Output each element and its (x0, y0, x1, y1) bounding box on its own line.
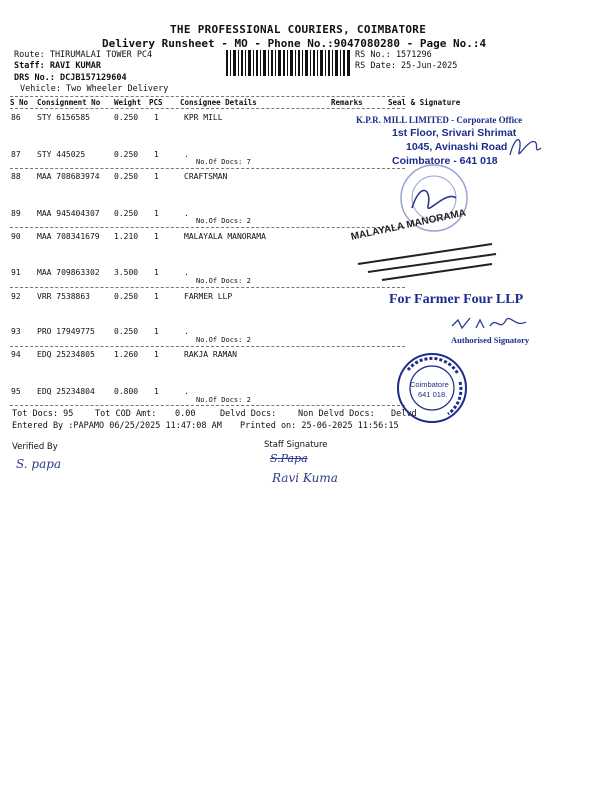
row-details: MALAYALA MANORAMA (184, 232, 266, 241)
row-details: CRAFTSMAN (184, 172, 228, 181)
raja-stamp-pin: 641 018. (418, 390, 448, 399)
row-weight: 3.500 (114, 268, 139, 277)
company-title: THE PROFESSIONAL COURIERS, COIMBATORE (170, 23, 427, 36)
row-consignment: VRR 7538863 (37, 292, 90, 301)
runsheet-title: Delivery Runsheet - MO - Phone No.:9047080280 - Page No.:4 (102, 37, 487, 50)
row-pcs: 1 (154, 350, 159, 359)
col-consignment: Consignment No (37, 98, 101, 107)
route-label: Route: THIRUMALAI TOWER PC4 (14, 50, 153, 60)
row-pcs: 1 (154, 387, 159, 396)
row-divider (10, 227, 405, 228)
row-sno: 86 (11, 113, 21, 122)
malayala-stamp: MALAYALA MANORAMA (350, 207, 467, 243)
verified-by-label: Verified By (12, 442, 58, 452)
row-docs: No.Of Docs: 7 (196, 158, 251, 166)
col-consignee: Consignee Details (180, 98, 257, 107)
barcode (226, 50, 351, 76)
staff-label: Staff: RAVI KUMAR (14, 61, 101, 71)
printed-on: Printed on: 25-06-2025 11:56:15 (240, 421, 399, 431)
col-sno: S No (10, 98, 29, 107)
drs-label: DRS No.: DCJB157129604 (14, 73, 127, 83)
farmer-authorised-signatory: Authorised Signatory (451, 335, 530, 345)
row-divider (10, 287, 405, 288)
row-consignment: STY 6156585 (37, 113, 90, 122)
col-remarks: Remarks (331, 98, 363, 107)
row-details: . (184, 387, 189, 396)
tot-cod-value: 0.00 (175, 409, 196, 419)
row-consignment: PRO 17949775 (37, 327, 95, 336)
kpr-stamp-line3: 1045, Avinashi Road (406, 141, 508, 153)
row-weight: 0.250 (114, 209, 139, 218)
row-weight: 0.250 (114, 150, 139, 159)
row-weight: 1.260 (114, 350, 139, 359)
header-rule-top (10, 96, 405, 97)
row-details: KPR MILL (184, 113, 223, 122)
kpr-signature-icon (505, 130, 545, 160)
row-docs: No.Of Docs: 2 (196, 277, 251, 285)
staff-signature-strike: S.Papa (270, 452, 308, 465)
staff-signature: Ravi Kuma (272, 471, 338, 485)
row-weight: 0.250 (114, 113, 139, 122)
row-consignment: MAA 709863302 (37, 268, 100, 277)
col-seal: Seal & Signature (388, 98, 461, 107)
row-pcs: 1 (154, 268, 159, 277)
farmer-signature-icon (450, 314, 530, 334)
row-weight: 0.250 (114, 327, 139, 336)
row-sno: 90 (11, 232, 21, 241)
row-sno: 92 (11, 292, 21, 301)
row-sno: 87 (11, 150, 21, 159)
row-consignment: EDQ 25234805 (37, 350, 95, 359)
row-details: . (184, 268, 189, 277)
row-weight: 1.210 (114, 232, 139, 241)
col-weight: Weight (114, 98, 142, 107)
row-details: . (184, 209, 189, 218)
row-weight: 0.800 (114, 387, 139, 396)
row-divider (10, 168, 405, 169)
row-pcs: 1 (154, 209, 159, 218)
entered-by: Entered By :PAPAMO 06/25/2025 11:47:08 AM (12, 421, 222, 431)
malayala-stamp-lines (352, 242, 502, 282)
row-docs: No.Of Docs: 2 (196, 396, 251, 404)
row-pcs: 1 (154, 292, 159, 301)
row-pcs: 1 (154, 172, 159, 181)
row-weight: 0.250 (114, 172, 139, 181)
delvd-docs: Delvd Docs: (220, 409, 277, 419)
row-docs: No.Of Docs: 2 (196, 217, 251, 225)
col-pcs: PCS (149, 98, 163, 107)
row-details: FARMER LLP (184, 292, 233, 301)
row-pcs: 1 (154, 113, 159, 122)
row-pcs: 1 (154, 327, 159, 336)
row-sno: 91 (11, 268, 21, 277)
vehicle-label: Vehicle: Two Wheeler Delivery (20, 84, 169, 94)
kpr-stamp-line1: K.P.R. MILL LIMITED - Corporate Office (356, 115, 523, 125)
row-pcs: 1 (154, 150, 159, 159)
row-sno: 95 (11, 387, 21, 396)
row-details: . (184, 150, 189, 159)
raja-stamp-city: Coimbatore (410, 380, 449, 389)
row-consignment: MAA 708683974 (37, 172, 100, 181)
row-details: . (184, 327, 189, 336)
row-details: RAKJA RAMAN (184, 350, 237, 359)
row-sno: 93 (11, 327, 21, 336)
row-sno: 88 (11, 172, 21, 181)
row-consignment: MAA 945404307 (37, 209, 100, 218)
staff-signature-label: Staff Signature (264, 440, 328, 450)
row-divider (10, 405, 405, 406)
header-rule-bottom (10, 108, 405, 109)
row-consignment: EDQ 25234804 (37, 387, 95, 396)
row-sno: 94 (11, 350, 21, 359)
row-consignment: MAA 708341679 (37, 232, 100, 241)
row-weight: 0.250 (114, 292, 139, 301)
farmer-stamp: For Farmer Four LLP (389, 292, 524, 307)
rs-date: RS Date: 25-Jun-2025 (355, 61, 458, 71)
row-consignment: STY 445025 (37, 150, 86, 159)
verified-signature: S. papa (16, 457, 62, 471)
kpr-stamp-line2: 1st Floor, Srivari Shrimat (392, 127, 517, 139)
rs-number: RS No.: 1571296 (355, 50, 432, 60)
row-pcs: 1 (154, 232, 159, 241)
row-docs: No.Of Docs: 2 (196, 336, 251, 344)
tot-cod-label: Tot COD Amt: (95, 409, 157, 419)
row-sno: 89 (11, 209, 21, 218)
row-divider (10, 346, 405, 347)
kpr-stamp-line4: Coimbatore - 641 018 (392, 155, 498, 167)
delvd-docs-2: Delvd (391, 409, 417, 419)
non-delvd-docs: Non Delvd Docs: (298, 409, 375, 419)
tot-docs: Tot Docs: 95 (12, 409, 74, 419)
